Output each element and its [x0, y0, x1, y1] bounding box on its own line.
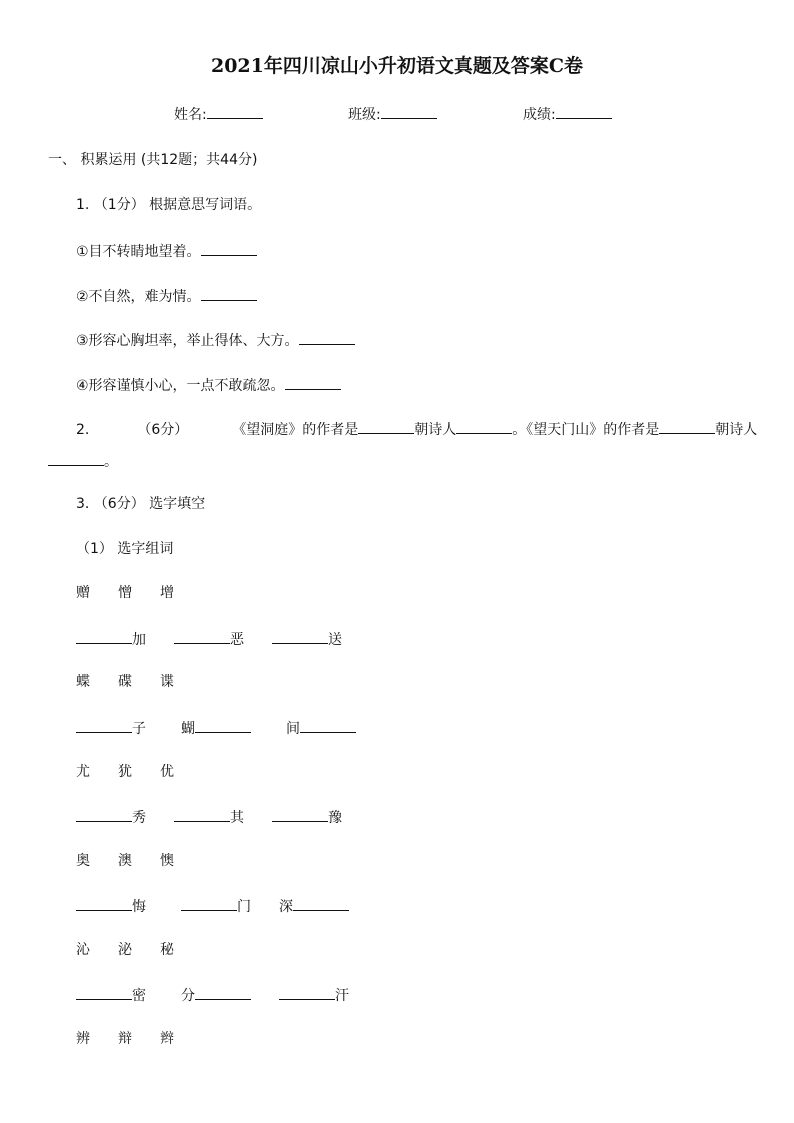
char-option: 辩 [118, 1031, 132, 1047]
name-label: 姓名: [174, 107, 207, 123]
char-option: 奥 [76, 853, 90, 869]
answer-blank[interactable] [358, 419, 414, 434]
score-blank[interactable] [556, 104, 612, 119]
char-option: 辨 [76, 1031, 90, 1047]
question-2-line [76, 419, 757, 439]
question-3-sub-1: （1） 选字组词 [76, 541, 174, 557]
fill-row [174, 807, 244, 827]
fill-char: 悔 [132, 899, 146, 915]
answer-blank[interactable] [201, 241, 257, 256]
char-option: 沁 [76, 942, 90, 958]
fill-row [181, 896, 251, 916]
answer-blank[interactable] [76, 629, 132, 644]
question-3-stem: 3. （6分） 选字填空 [76, 496, 206, 512]
class-field [348, 104, 437, 124]
fill-row [76, 629, 146, 649]
answer-blank[interactable] [293, 896, 349, 911]
item-text: ③形容心胸坦率，举止得体、大方。 [76, 333, 299, 349]
answer-blank[interactable] [195, 985, 251, 1000]
answer-blank[interactable] [299, 330, 355, 345]
score-field [523, 104, 612, 124]
document-title: 2021年四川凉山小升初语文真题及答案C卷 [210, 55, 583, 77]
answer-blank[interactable] [76, 896, 132, 911]
char-option: 泌 [118, 942, 132, 958]
item-text: ②不自然，难为情。 [76, 289, 201, 305]
char-option: 蝶 [76, 674, 90, 690]
answer-blank[interactable] [195, 718, 251, 733]
char-option: 澳 [118, 853, 132, 869]
question-1-item [76, 241, 257, 261]
answer-blank[interactable] [279, 985, 335, 1000]
fill-char: 蝴 [181, 721, 195, 737]
answer-blank[interactable] [76, 807, 132, 822]
name-blank[interactable] [207, 104, 263, 119]
fill-char: 豫 [328, 810, 342, 826]
answer-blank[interactable] [201, 286, 257, 301]
char-choices [76, 941, 202, 959]
fill-row [76, 896, 146, 916]
char-choices [76, 673, 202, 691]
question-2-number: 2. [76, 422, 90, 438]
fill-char: 加 [132, 632, 146, 648]
char-choices [76, 1030, 202, 1048]
answer-blank[interactable] [76, 985, 132, 1000]
answer-blank[interactable] [300, 718, 356, 733]
item-text: ④形容谨慎小心，一点不敢疏忽。 [76, 378, 285, 394]
fill-char: 其 [230, 810, 244, 826]
fill-row [181, 718, 251, 738]
fill-row [279, 985, 349, 1005]
fill-char: 恶 [230, 632, 244, 648]
q2-text: 。《望天门山》的作者是 [512, 422, 660, 438]
char-option: 谍 [160, 674, 174, 690]
char-option: 赠 [76, 585, 90, 601]
fill-char: 分 [181, 988, 195, 1004]
char-option: 秘 [160, 942, 174, 958]
class-blank[interactable] [381, 104, 437, 119]
fill-row [286, 718, 356, 738]
q2-text: 《望洞庭》的作者是 [232, 422, 359, 438]
fill-row [174, 629, 244, 649]
answer-blank[interactable] [272, 807, 328, 822]
fill-char: 秀 [132, 810, 146, 826]
question-1-item [76, 286, 257, 306]
char-option: 优 [160, 764, 174, 780]
char-option: 犹 [118, 764, 132, 780]
char-option: 增 [160, 585, 174, 601]
answer-blank[interactable] [174, 807, 230, 822]
fill-row [181, 985, 251, 1005]
answer-blank[interactable] [174, 629, 230, 644]
answer-blank[interactable] [659, 419, 715, 434]
answer-blank[interactable] [48, 451, 104, 466]
char-option: 懊 [160, 853, 174, 869]
q2-text: 朝诗人 [715, 422, 758, 438]
answer-blank[interactable] [456, 419, 512, 434]
fill-char: 间 [286, 721, 300, 737]
question-1-stem: 1. （1分） 根据意思写词语。 [76, 197, 262, 213]
fill-row [76, 985, 146, 1005]
char-choices [76, 763, 202, 781]
answer-blank[interactable] [272, 629, 328, 644]
char-option: 憎 [118, 585, 132, 601]
fill-char: 密 [132, 988, 146, 1004]
fill-row [76, 807, 146, 827]
name-field [174, 104, 263, 124]
answer-blank[interactable] [181, 896, 237, 911]
fill-row [272, 807, 342, 827]
char-choices [76, 584, 202, 602]
char-option: 尤 [76, 764, 90, 780]
fill-row [272, 629, 342, 649]
fill-char: 送 [328, 632, 342, 648]
fill-char: 汗 [335, 988, 349, 1004]
fill-char: 子 [132, 721, 146, 737]
question-1-item [76, 375, 341, 395]
q2-text: 朝诗人 [414, 422, 457, 438]
question-1-item [76, 330, 355, 350]
fill-char: 门 [237, 899, 251, 915]
question-2-continuation [48, 451, 118, 471]
question-2-score: （6分） [137, 422, 189, 438]
answer-blank[interactable] [285, 375, 341, 390]
item-text: ①目不转睛地望着。 [76, 244, 201, 260]
class-label: 班级: [348, 107, 381, 123]
section-heading: 一、 积累运用 (共12题；共44分) [48, 152, 258, 168]
score-label: 成绩: [523, 107, 556, 123]
char-option: 碟 [118, 674, 132, 690]
answer-blank[interactable] [76, 718, 132, 733]
char-option: 辫 [160, 1031, 174, 1047]
fill-row [76, 718, 146, 738]
fill-char: 深 [279, 899, 293, 915]
q2-text: 。 [104, 454, 118, 470]
char-choices [76, 852, 202, 870]
fill-row [279, 896, 349, 916]
